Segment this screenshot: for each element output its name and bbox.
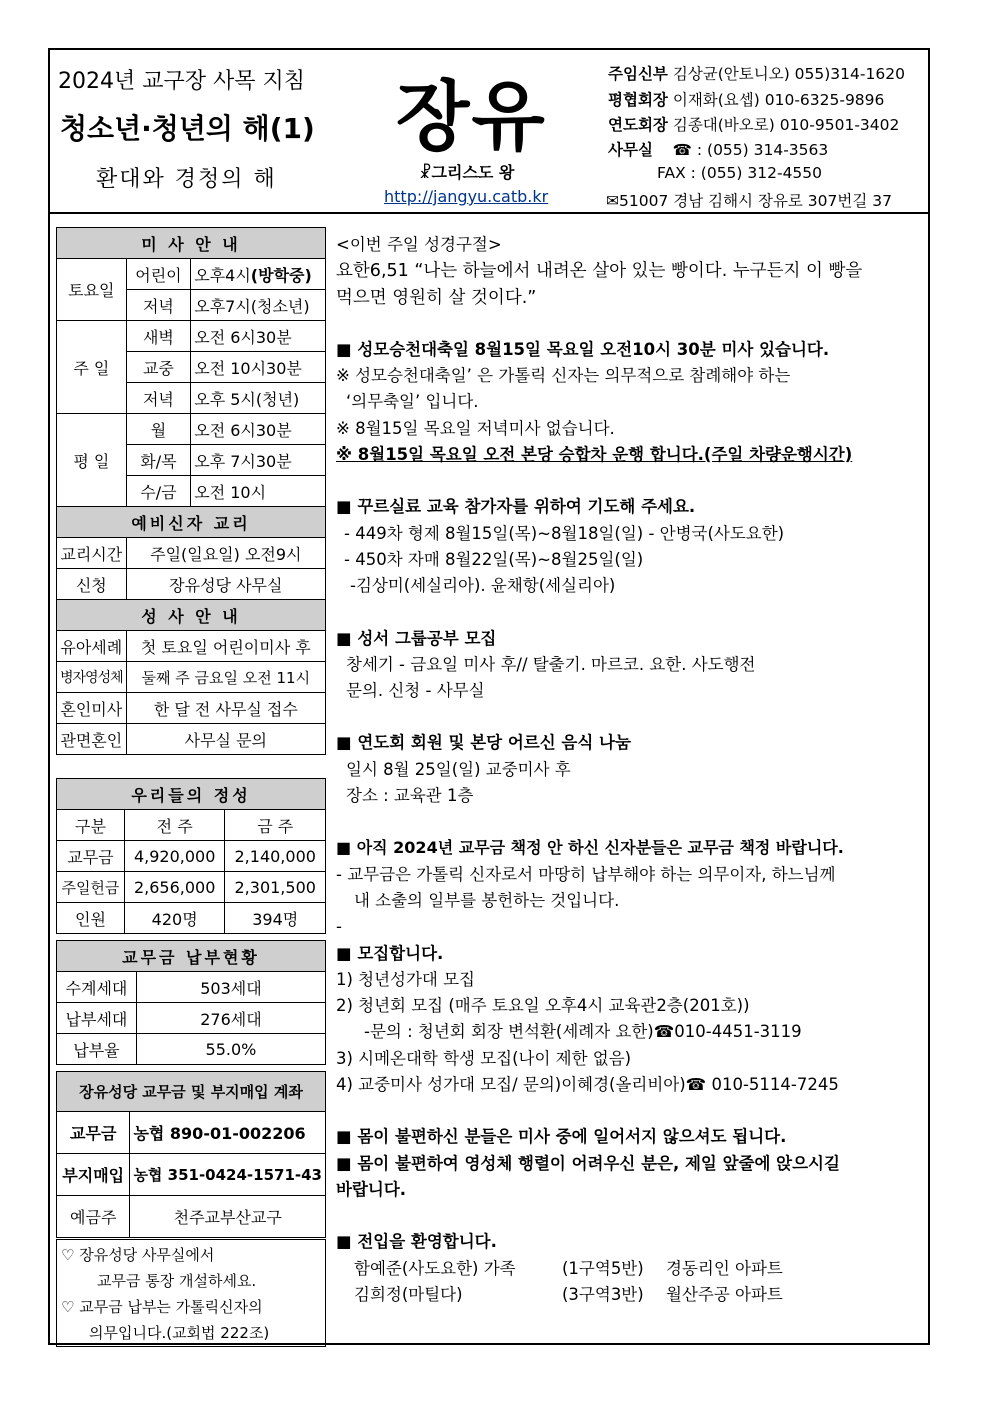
sick-notice-1: ■ 몸이 불편하신 분들은 미사 중에 일어서지 않으셔도 됩니다. — [336, 1127, 787, 1147]
office-fax: FAX : (055) 312-4550 — [657, 164, 823, 182]
dues-notice-title: ■ 아직 2024년 교무금 책정 안 하신 신자분들은 교무금 책정 바랍니다. — [336, 838, 844, 858]
staff-yeondo: 연도회장 김종대(바오로) 010-9501-3402 — [608, 116, 900, 134]
sick-notice-2: ■ 몸이 불편하여 영성체 행렬이 어려우신 분은, 제일 앞줄에 앉으시길 — [336, 1153, 840, 1173]
pastoral-subtitle: 환대와 경청의 해 — [96, 167, 277, 192]
parish-feast: ☧그리스도 왕 — [419, 163, 515, 182]
sunday-label: 주 일 — [57, 321, 127, 414]
dues-title: 교무금 납부현황 — [57, 941, 326, 972]
announcements-column: <이번 주일 성경구절> 요한6,51 “나는 하늘에서 내려온 살아 있는 빵이다. 누구든지 이 빵을 먹으면 영원히 살 것이다.” ■ 성모승천대축일 8월15일 목요일 오전10시 30분 미사 있습니다. ※ 성모승천대축일’ 은 가톨릭 신자는 의무적으로 참례해야 하는 ‘의무축일’ 입니다. ※ 8월15일 목요일 저녁미사 없습니다. ※ 8월15일 목요일 오전 본당 승합차 운행 합니다.(주일 차량운행시간) ■ 꾸르실료 교육 참가자를 위하여 기도해 주세요. - 449차 형제 8월15일(목)~8월18일(일) - 안병국(사도요한) - 450차 자매 8월22일(목)~8월25일(일) -김상미(세실리아). 윤채항(세실리아) ■ 성서 그룹공부 모집 창세기 - 금요일 미사 후// 탈출기. 마르코. 요한. 사도행전 문의. 신청 - 사무실 ■ 연도회 회원 및 본당 어르신 음식 나눔 일시 8월 25일(일) 교중미사 후 장소 : 교육관 1층 ■ 아직 2024년 교무금 책정 안 하신 신자분들은 교무금 책정 바랍니다. - 교무금은 가톨릭 신자로서 마땅히 납부해야 하는 의무이자, 하느님께 내 소출의 일부를 봉헌하는 것입니다. - ■ 모집합니다. 1) 청년성가대 모집 2) 청년회 모집 (매주 토요일 오후4시 교육관2층(201호)) -문의 : 청년회 회장 변석환(세례자 요한)☎010-4451-3119 3) 시메온대학 학생 모집(나이 제한 없음) 4) 교중미사 성가대 모집/ 문의)이혜경(올리비아)☎ 010-5114-7245 ■ 몸이 불편하신 분들은 미사 중에 일어서지 않으셔도 됩니다. ■ 몸이 불편하여 영성체 행렬이 어려우신 분은, 제일 앞줄에 앉으시길 바랍니다. ■ 전입을 환영합니다. 함예준(사도요한) 가족 (1구역5반) 경동리인 아파트 김희정(마틸다) (3구역3반) 월산주공 아파트 — [336, 232, 926, 1308]
recruit-title: ■ 모집합니다. — [336, 943, 444, 963]
sick-notice-3: 바랍니다. — [336, 1179, 407, 1199]
accounts-table: 장유성당 교무금 및 부지매입 계좌 교무금 농협 890-01-002206 부지매입 농협 351-0424-1571-43 예금주 천주교부산교구 — [56, 1071, 326, 1238]
bible-study-title: ■ 성서 그룹공부 모집 — [336, 628, 497, 648]
offering-title: 우리들의 정성 — [57, 779, 326, 810]
welcome-row: 김희정(마틸다) (3구역3반) 월산주공 아파트 — [354, 1284, 783, 1304]
dues-note-box: ♡ 장유성당 사무실에서 교무금 통장 개설하세요. ♡ 교무금 납부는 가톨릭신자의 의무입니다.(교회법 222조) — [56, 1239, 326, 1347]
mass-schedule-table: 미 사 안 내 토요일 어린이 오후4시(방학중) 저녁 오후7시(청소년) 주 일 새벽 오전 6시30분 교중 오전 10시30분 저녁 오후 5시(청년) 평 일 월 오전 6시30분 화/목 오후 7시30분 수/금 오전 10시 예비신자 교리 교리시간 주일(일요일) 오전9시 신청 장유성당 사무실 성 사 안 내 유아세례 첫 토요일 어린이미사 후 병자영성체 둘째 주 금요일 오전 11시 혼인미사 한 달 전 사무실 접수 관면혼인 사무실 문의 — [56, 227, 326, 755]
offering-table: 우리들의 정성 구분 전 주 금 주 교무금 4,920,000 2,140,000 주일헌금 2,656,000 2,301,500 인원 420명 394명 — [56, 778, 326, 934]
gospel-line-2: 먹으면 영원히 살 것이다.” — [336, 287, 537, 308]
header-divider — [48, 212, 930, 214]
catechumen-title: 예비신자 교리 — [57, 507, 326, 538]
envelope-icon: ✉ — [606, 192, 619, 210]
bulletin-title: 장유 — [396, 72, 547, 161]
parish-address: ✉51007 경남 김해시 장유로 307번길 37 — [606, 192, 892, 210]
assumption-title: ■ 성모승천대축일 8월15일 목요일 오전10시 30분 미사 있습니다. — [336, 339, 830, 359]
gospel-heading: <이번 주일 성경구절> — [336, 235, 502, 254]
staff-priest: 주임신부 김상균(안토니오) 055)314-1620 — [608, 65, 905, 83]
saturday-label: 토요일 — [57, 259, 127, 321]
pastoral-theme: 청소년·청년의 해(1) — [60, 112, 315, 145]
weekday-label: 평 일 — [57, 414, 127, 507]
dues-table: 교무금 납부현황 수계세대 503세대 납부세대 276세대 납부율 55.0% — [56, 940, 326, 1065]
staff-council: 평협회장 이재화(요셉) 010-6325-9896 — [608, 91, 885, 109]
pastoral-year-line: 2024년 교구장 사목 지침 — [58, 69, 305, 94]
welcome-title: ■ 전입을 환영합니다. — [336, 1232, 497, 1252]
sacraments-title: 성 사 안 내 — [57, 600, 326, 631]
assumption-bus-notice: ※ 8월15일 목요일 오전 본당 승합차 운행 합니다.(주일 차량운행시간) — [336, 445, 853, 465]
accounts-title: 장유성당 교무금 및 부지매입 계좌 — [57, 1072, 326, 1112]
gospel-line-1: 요한6,51 “나는 하늘에서 내려온 살아 있는 빵이다. 누구든지 이 빵을 — [336, 261, 863, 282]
welcome-row: 함예준(사도요한) 가족 (1구역5반) 경동리인 아파트 — [354, 1258, 783, 1278]
parish-url-link[interactable]: http://jangyu.catb.kr — [384, 187, 549, 206]
food-sharing-title: ■ 연도회 회원 및 본당 어르신 음식 나눔 — [336, 733, 631, 753]
staff-office: 사무실 ☎ : (055) 314-3563 — [608, 141, 829, 159]
cursillo-title: ■ 꾸르실료 교육 참가자를 위하여 기도해 주세요. — [336, 497, 696, 517]
mass-schedule-title: 미 사 안 내 — [57, 228, 326, 259]
